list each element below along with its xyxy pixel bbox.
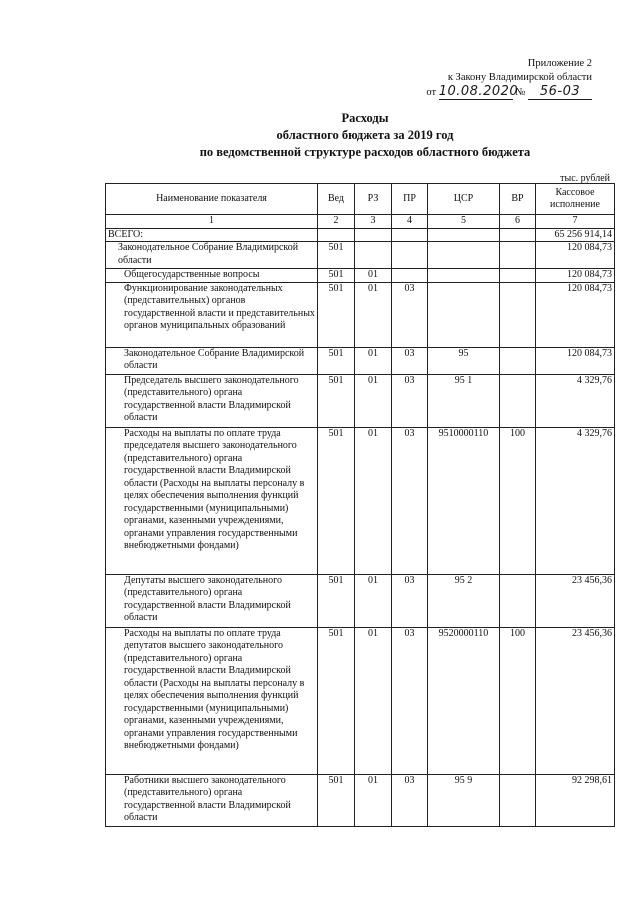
title-line-1: Расходы — [341, 111, 389, 125]
table-row — [106, 627, 615, 774]
row-amount: 4 329,76 — [536, 427, 615, 574]
row-amount: 23 456,36 — [536, 574, 615, 627]
handwritten-date: 10.08.2020 — [438, 84, 519, 99]
row-rz: 01 — [355, 574, 392, 627]
row-rz — [355, 242, 392, 269]
row-vr — [500, 774, 536, 826]
row-rz: 01 — [355, 347, 392, 374]
row-pr: 03 — [392, 347, 428, 374]
row-rz: 01 — [355, 427, 392, 574]
row-csr: 95 9 — [428, 774, 500, 826]
row-ved: 501 — [318, 574, 355, 627]
column-number-row — [106, 215, 615, 229]
table-header-row — [106, 184, 615, 215]
col-header-ved: Вед — [318, 184, 355, 215]
col-number: 5 — [428, 215, 500, 229]
appendix-law: к Закону Владимирской области — [447, 72, 592, 83]
col-number: 6 — [500, 215, 536, 229]
row-vr — [500, 242, 536, 269]
row-vr — [500, 282, 536, 347]
col-header-csr: ЦСР — [428, 184, 500, 215]
row-ved: 501 — [318, 427, 355, 574]
row-amount: 120 084,73 — [536, 347, 615, 374]
row-amount: 23 456,36 — [536, 627, 615, 774]
appendix-block — [332, 57, 592, 100]
row-pr: 03 — [392, 374, 428, 427]
row-csr — [428, 269, 500, 283]
title-line-3: по ведомственной структуре расходов областного бюджета — [199, 145, 531, 159]
row-pr — [392, 242, 428, 269]
title-line-2: областного бюджета за 2019 год — [276, 128, 454, 142]
row-name: Депутаты высшего законодательного (представительного) органа государственной власти Владимирской области — [106, 574, 318, 627]
row-pr: 03 — [392, 574, 428, 627]
from-prefix: от — [426, 87, 437, 98]
row-name: Законодательное Собрание Владимирской области — [106, 242, 318, 269]
row-rz: 01 — [355, 774, 392, 826]
row-name: Расходы на выплаты по оплате труда депутатов высшего законодательного (представительного) органа государственной власти Владимирской области (Расходы на выплаты персоналу в целях обеспечения выполнения функций государственными (муниципальными) органами, казенными учреждениями, органами управления государственными внебюджетными фондами) — [106, 627, 318, 774]
units-label: тыс. рублей — [560, 173, 610, 184]
row-csr: 9510000110 — [428, 427, 500, 574]
row-rz — [355, 228, 392, 242]
row-vr — [500, 574, 536, 627]
row-ved: 501 — [318, 627, 355, 774]
row-pr: 03 — [392, 627, 428, 774]
row-rz: 01 — [355, 269, 392, 283]
row-vr — [500, 228, 536, 242]
number-sign: № — [515, 87, 526, 98]
col-header-amount: Кассовое исполнение — [536, 184, 615, 215]
row-ved: 501 — [318, 282, 355, 347]
row-ved: 501 — [318, 242, 355, 269]
col-number: 7 — [536, 215, 615, 229]
col-number: 2 — [318, 215, 355, 229]
row-rz: 01 — [355, 282, 392, 347]
row-amount: 120 084,73 — [536, 269, 615, 283]
row-ved: 501 — [318, 347, 355, 374]
row-name: Расходы на выплаты по оплате труда председателя высшего законодательного (представительного) органа государственной власти Владимирской области (Расходы на выплаты персоналу в целях обеспечения выполнения функций государственными (муниципальными) органами, казенными учреждениями, органами управления государственными внебюджетными фондами) — [106, 427, 318, 574]
row-name: ВСЕГО: — [106, 228, 318, 242]
table-row — [106, 374, 615, 427]
row-ved — [318, 228, 355, 242]
col-header-rz: РЗ — [355, 184, 392, 215]
col-header-pr: ПР — [392, 184, 428, 215]
row-name: Общегосударственные вопросы — [106, 269, 318, 283]
row-amount: 120 084,73 — [536, 242, 615, 269]
row-vr — [500, 347, 536, 374]
row-name: Работники высшего законодательного (представительного) органа государственной власти Владимирской области — [106, 774, 318, 826]
row-ved: 501 — [318, 774, 355, 826]
table-row — [106, 427, 615, 574]
row-pr: 03 — [392, 427, 428, 574]
col-number: 3 — [355, 215, 392, 229]
table-row — [106, 282, 615, 347]
col-header-name: Наименование показателя — [106, 184, 318, 215]
appendix-date-line — [332, 85, 592, 100]
row-rz: 01 — [355, 374, 392, 427]
col-number: 1 — [106, 215, 318, 229]
row-ved: 501 — [318, 269, 355, 283]
table-row — [106, 269, 615, 283]
row-pr: 03 — [392, 774, 428, 826]
handwritten-number: 56-03 — [528, 85, 592, 100]
row-csr: 95 2 — [428, 574, 500, 627]
row-amount: 65 256 914,14 — [536, 228, 615, 242]
budget-table — [105, 183, 615, 827]
table-row — [106, 774, 615, 826]
row-pr — [392, 228, 428, 242]
row-csr — [428, 242, 500, 269]
table-row — [106, 574, 615, 627]
row-csr: 9520000110 — [428, 627, 500, 774]
row-name: Законодательное Собрание Владимирской области — [106, 347, 318, 374]
row-rz: 01 — [355, 627, 392, 774]
appendix-label: Приложение 2 — [527, 58, 592, 69]
col-number: 4 — [392, 215, 428, 229]
row-csr: 95 1 — [428, 374, 500, 427]
row-pr: 03 — [392, 282, 428, 347]
document-title — [150, 110, 580, 161]
row-vr — [500, 374, 536, 427]
row-csr — [428, 282, 500, 347]
row-name: Председатель высшего законодательного (представительного) органа государственной власти Владимирской области — [106, 374, 318, 427]
row-pr — [392, 269, 428, 283]
row-ved: 501 — [318, 374, 355, 427]
row-name: Функционирование законодательных (представительных) органов государственной власти и представительных органов муниципальных образований — [106, 282, 318, 347]
table-row — [106, 347, 615, 374]
row-csr — [428, 228, 500, 242]
table-row — [106, 228, 615, 242]
row-csr: 95 — [428, 347, 500, 374]
row-vr: 100 — [500, 627, 536, 774]
row-amount: 92 298,61 — [536, 774, 615, 826]
row-vr: 100 — [500, 427, 536, 574]
row-amount: 4 329,76 — [536, 374, 615, 427]
table-row — [106, 242, 615, 269]
row-amount: 120 084,73 — [536, 282, 615, 347]
row-vr — [500, 269, 536, 283]
col-header-vr: ВР — [500, 184, 536, 215]
